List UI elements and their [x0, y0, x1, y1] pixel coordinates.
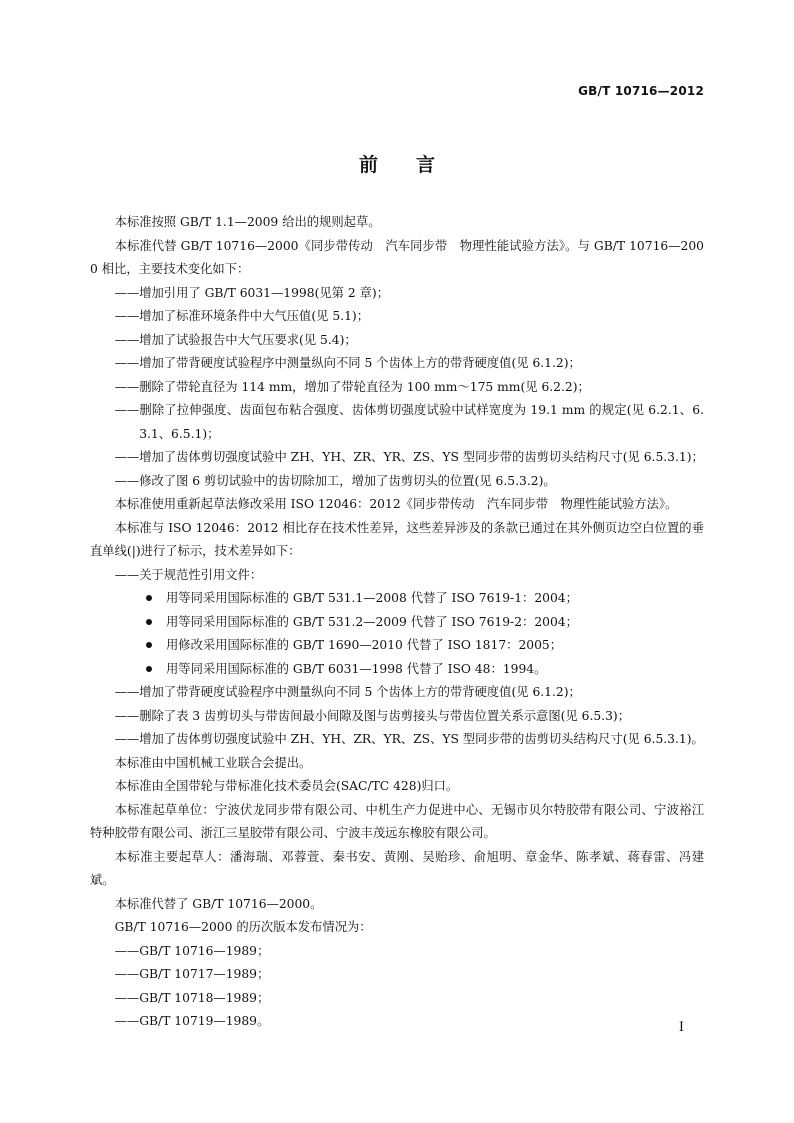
page-title [0, 150, 794, 177]
change-item: ——修改了图 6 剪切试验中的齿切除加工，增加了齿剪切头的位置(见 6.5.3.2)。 [114, 473, 556, 488]
paragraph: 本标准代替了 GB/T 10716—2000。 [114, 896, 323, 911]
history-item: ——GB/T 10719—1989。 [114, 1014, 270, 1028]
page-number: I [678, 1020, 684, 1035]
bullet-icon [146, 619, 152, 625]
change-item: ——增加了试验报告中大气压要求(见 5.4)； [114, 332, 357, 347]
foreword-body [90, 211, 704, 1034]
paragraph: 本标准与 ISO 12046：2012 相比存在技术性差异，这些差异涉及的条款已通过在其外侧页边空白位置的垂直单线(|)进行了标示，技术差异如下： [90, 520, 704, 558]
change-item: ——删除了带轮直径为 114 mm，增加了带轮直径为 100 mm～175 mm(见 6.2.2)； [114, 379, 590, 394]
bullet-icon [146, 642, 152, 648]
paragraph: 本标准使用重新起草法修改采用 ISO 12046：2012《同步带传动 汽车同步带 物理性能试验方法》。 [114, 497, 678, 511]
ref-bullet: 用等同采用国际标准的 GB/T 6031—1998 代替了 ISO 48：1994。 [90, 658, 704, 682]
paragraph: 本标准由全国带轮与带标准化技术委员会(SAC/TC 428)归口。 [114, 779, 459, 793]
change-item: ——增加了齿体剪切强度试验中 ZH、YH、ZR、YR、ZS、YS 型同步带的齿剪切头结构尺寸(见 6.5.3.1)； [114, 450, 704, 464]
ref-bullet: 用修改采用国际标准的 GB/T 1690—2010 代替了 ISO 1817：2005； [90, 634, 704, 658]
diff-item: ——增加了带背硬度试验程序中测量纵向不同 5 个齿体上方的带背硬度值(见 6.1.2)； [114, 685, 581, 699]
change-item: ——增加引用了 GB/T 6031—1998(见第 2 章)； [114, 285, 390, 300]
ref-heading: ——关于规范性引用文件： [114, 567, 263, 582]
bullet-icon [146, 666, 152, 672]
paragraph: GB/T 10716—2000 的历次版本发布情况为： [114, 920, 372, 934]
ref-bullet: 用等同采用国际标准的 GB/T 531.1—2008 代替了 ISO 7619-1：2004； [90, 587, 704, 611]
title-char: 言 [416, 154, 436, 176]
change-item: ——删除了拉伸强度、齿面包布粘合强度、齿体剪切强度试验中试样宽度为 19.1 mm 的规定(见 6.2.1、6.3.1、6.5.1)； [114, 403, 704, 441]
history-item: ——GB/T 10717—1989； [114, 967, 270, 981]
paragraph: 本标准按照 GB/T 1.1—2009 给出的规则起草。 [114, 215, 381, 229]
paragraph: 本标准起草单位：宁波伏龙同步带有限公司、中机生产力促进中心、无锡市贝尔特胶带有限公司、宁波裕江特种胶带有限公司、浙江三星胶带有限公司、宁波丰茂远东橡胶有限公司。 [90, 802, 704, 840]
paragraph: 本标准主要起草人：潘海瑞、邓蓉萱、秦书安、黄刚、吴贻珍、俞旭明、章金华、陈孝斌、蒋春雷、冯建斌。 [90, 849, 704, 887]
paragraph: 本标准代替 GB/T 10716—2000《同步带传动 汽车同步带 物理性能试验方法》。与 GB/T 10716—2000 相比，主要技术变化如下： [90, 238, 704, 276]
history-item: ——GB/T 10716—1989； [114, 943, 270, 958]
change-item: ——增加了标准环境条件中大气压值(见 5.1)； [114, 309, 369, 323]
ref-bullet: 用等同采用国际标准的 GB/T 531.2—2009 代替了 ISO 7619-2：2004； [90, 611, 704, 635]
paragraph: 本标准由中国机械工业联合会提出。 [114, 755, 312, 770]
title-char: 前 [358, 154, 378, 176]
history-item: ——GB/T 10718—1989； [114, 990, 270, 1005]
diff-item: ——增加了齿体剪切强度试验中 ZH、YH、ZR、YR、ZS、YS 型同步带的齿剪切头结构尺寸(见 6.5.3.1)。 [114, 732, 704, 746]
diff-item: ——删除了表 3 齿剪切头与带齿间最小间隙及图与齿剪接头与带齿位置关系示意图(见 6.5.3)； [114, 708, 631, 723]
standard-code: GB/T 10716—2012 [578, 84, 704, 98]
change-item: ——增加了带背硬度试验程序中测量纵向不同 5 个齿体上方的带背硬度值(见 6.1.2)； [114, 356, 581, 370]
bullet-icon [146, 595, 152, 601]
